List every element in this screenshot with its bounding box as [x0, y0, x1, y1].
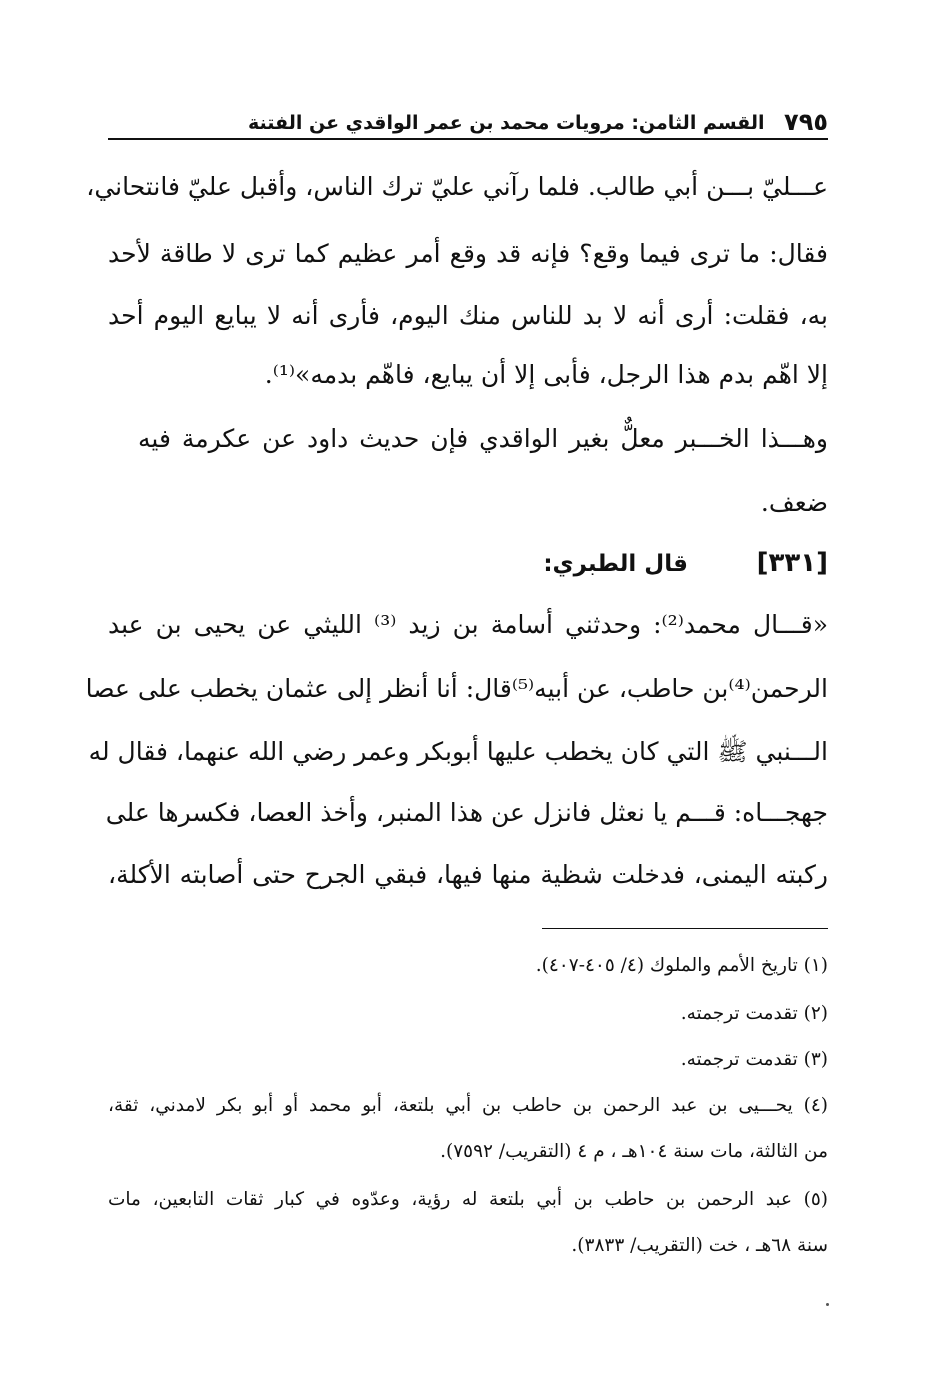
page-number: ٧٩٥ [784, 108, 828, 136]
text-line: إلا اهّم بدم هذا الرجل، فأبى إلا أن يبايع، فاهّم بدمه»⁽¹⁾. [264, 360, 828, 389]
text-line: ضعف. [760, 488, 828, 517]
text-line: وهـــذا الخـــبر معلٌّ بغير الواقدي فإن حديث داود عن عكرمة فيه [138, 424, 828, 453]
text-line: الرحمن⁽⁴⁾بن حاطب، عن أبيه⁽⁵⁾قال: أنا أنظر إلى عثمان يخطب على عصا [85, 674, 828, 703]
text-line: فقال: ما ترى فيما وقع؟ فإنه قد وقع أمر عظيم كما ترى لا طاقة لأحد [108, 239, 828, 268]
section-label: قال الطبري: [543, 551, 688, 577]
section-heading [108, 548, 828, 578]
text-line: ركبته اليمنى، فدخلت شظية منها فيها، فبقي الجرح حتى أصابته الأكلة، [108, 860, 828, 889]
footnote: (٢) تقدمت ترجمته. [680, 1003, 828, 1024]
text-line: «قـــال محمد⁽²⁾: وحدثني أسامة بن زيد ⁽³⁾ الليثي عن يحيى بن عبد [108, 610, 829, 639]
footnote: (٣) تقدمت ترجمته. [680, 1049, 828, 1070]
footnote: (١) تاريخ الأمم والملوك (٤/ ٤٠٥-٤٠٧). [535, 955, 828, 976]
text-line: الـــنبي ﷺ التي كان يخطب عليها أبوبكر وعمر رضي الله عنهما، فقال له [88, 737, 828, 766]
section-number: [٣٣١] [756, 548, 828, 578]
running-title: القسم الثامن: مرويات محمد بن عمر الواقدي عن الفتنة [248, 112, 765, 134]
text-line: به، فقلت: أرى أنه لا بد للناس منك اليوم، فأرى أنه لا يبايع اليوم أحد [108, 301, 828, 330]
scan-speck [826, 1303, 829, 1306]
footnote-separator [542, 928, 828, 929]
footnote: (٥) عبد الرحمن بن حاطب بن أبي بلتعة له رؤية، وعدّوه في كبار ثقات التابعين، مات [108, 1189, 828, 1210]
text-line: جهجـــاه: قـــم يا نعثل فانزل عن هذا المنبر، وأخذ العصا، فكسرها على [105, 798, 828, 827]
footnote: من الثالثة، مات سنة ١٠٤هـ ، م ٤ (التقريب/ ٧٥٩٢). [440, 1141, 828, 1162]
main-text [85, 0, 829, 1374]
footnote: (٤) يحـــيى بن عبد الرحمن بن حاطب بن أبي بلتعة، أبو محمد أو أبو بكر لامدني، ثقة، [108, 1095, 828, 1116]
footnote: سنة ٦٨هـ ، خت (التقريب/ ٣٨٣٣). [571, 1235, 828, 1256]
text-line: عـــليّ بـــن أبي طالب. فلما رآني عليّ ترك الناس، وأقبل عليّ فانتحاني، [86, 172, 828, 201]
